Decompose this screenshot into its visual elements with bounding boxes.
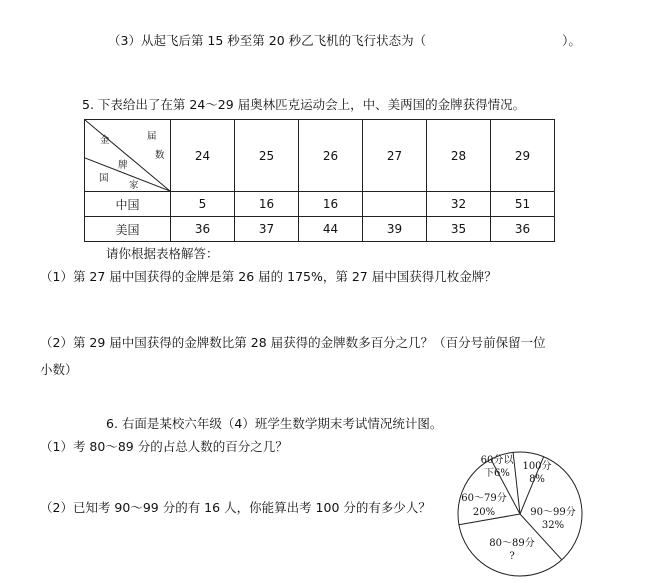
table-cell: 44 [299,217,363,242]
table-cell: 5 [171,192,235,217]
q5-instruction: 请你根据表格解答： [106,246,219,261]
slice-label: 8% [529,474,545,485]
column-header: 25 [235,120,299,192]
table-cell: 16 [235,192,299,217]
corner-jia: 家 [129,180,139,191]
table-cell: 37 [235,217,299,242]
q3-suffix: ）。 [562,33,581,48]
row-label: 美国 [85,217,171,242]
column-header: 28 [427,120,491,192]
corner-shu: 数 [155,150,165,161]
table-cell: 51 [491,192,555,217]
corner-guo: 国 [99,173,109,184]
slice-label: 20% [472,507,496,518]
slice-label: ? [509,551,515,562]
slice-label: 90～99分 [530,507,576,518]
q5-intro: 5. 下表给出了在第 24～29 届奥林匹克运动会上，中、美两国的金牌获得情况。 [82,97,526,112]
medal-table [84,119,555,242]
column-header: 24 [171,120,235,192]
q5-sub2-line2: 小数） [40,362,78,377]
pie-chart [455,449,585,579]
slice-label: 下6% [484,468,510,479]
pie-chart-svg [455,449,585,579]
table-cell: 16 [299,192,363,217]
corner-pai: 牌 [118,160,128,171]
slice-label: 60分以 [480,455,514,466]
column-header: 29 [491,120,555,192]
slice-label: 100分 [522,461,552,472]
table-row [85,217,555,242]
table-cell: 36 [491,217,555,242]
slice-label: 32% [541,520,565,531]
table-cell: 35 [427,217,491,242]
q3-line [108,31,581,49]
q3-prefix: （3）从起飞后第 15 秒至第 20 秒乙飞机的飞行状态为（ [108,33,427,48]
corner-jie: 届 [147,131,157,142]
table-header-row [85,120,555,192]
q6-intro: 6. 右面是某校六年级（4）班学生数学期末考试情况统计图。 [106,416,443,431]
table-corner-cell [85,120,171,192]
q5-sub2-line1: （2）第 29 届中国获得的金牌数比第 28 届获得的金牌数多百分之几？（百分号前保留一位 [40,335,546,350]
table-cell: 32 [427,192,491,217]
row-label: 中国 [85,192,171,217]
q5-sub1: （1）第 27 届中国获得的金牌是第 26 届的 175%，第 27 届中国获得几枚金牌？ [40,269,497,284]
corner-jin: 金 [100,135,110,146]
table-row [85,192,555,217]
slice-label: 60～79分 [461,493,507,504]
slice-label: 80～89分 [489,538,535,549]
table-cell: 36 [171,217,235,242]
column-header: 27 [363,120,427,192]
table-cell [363,192,427,217]
q6-sub2: （2）已知考 90～99 分的有 16 人，你能算出考 100 分的有多少人？ [40,500,431,515]
q6-sub1: （1）考 80～89 分的占总人数的百分之几？ [40,439,288,454]
column-header: 26 [299,120,363,192]
table-cell: 39 [363,217,427,242]
